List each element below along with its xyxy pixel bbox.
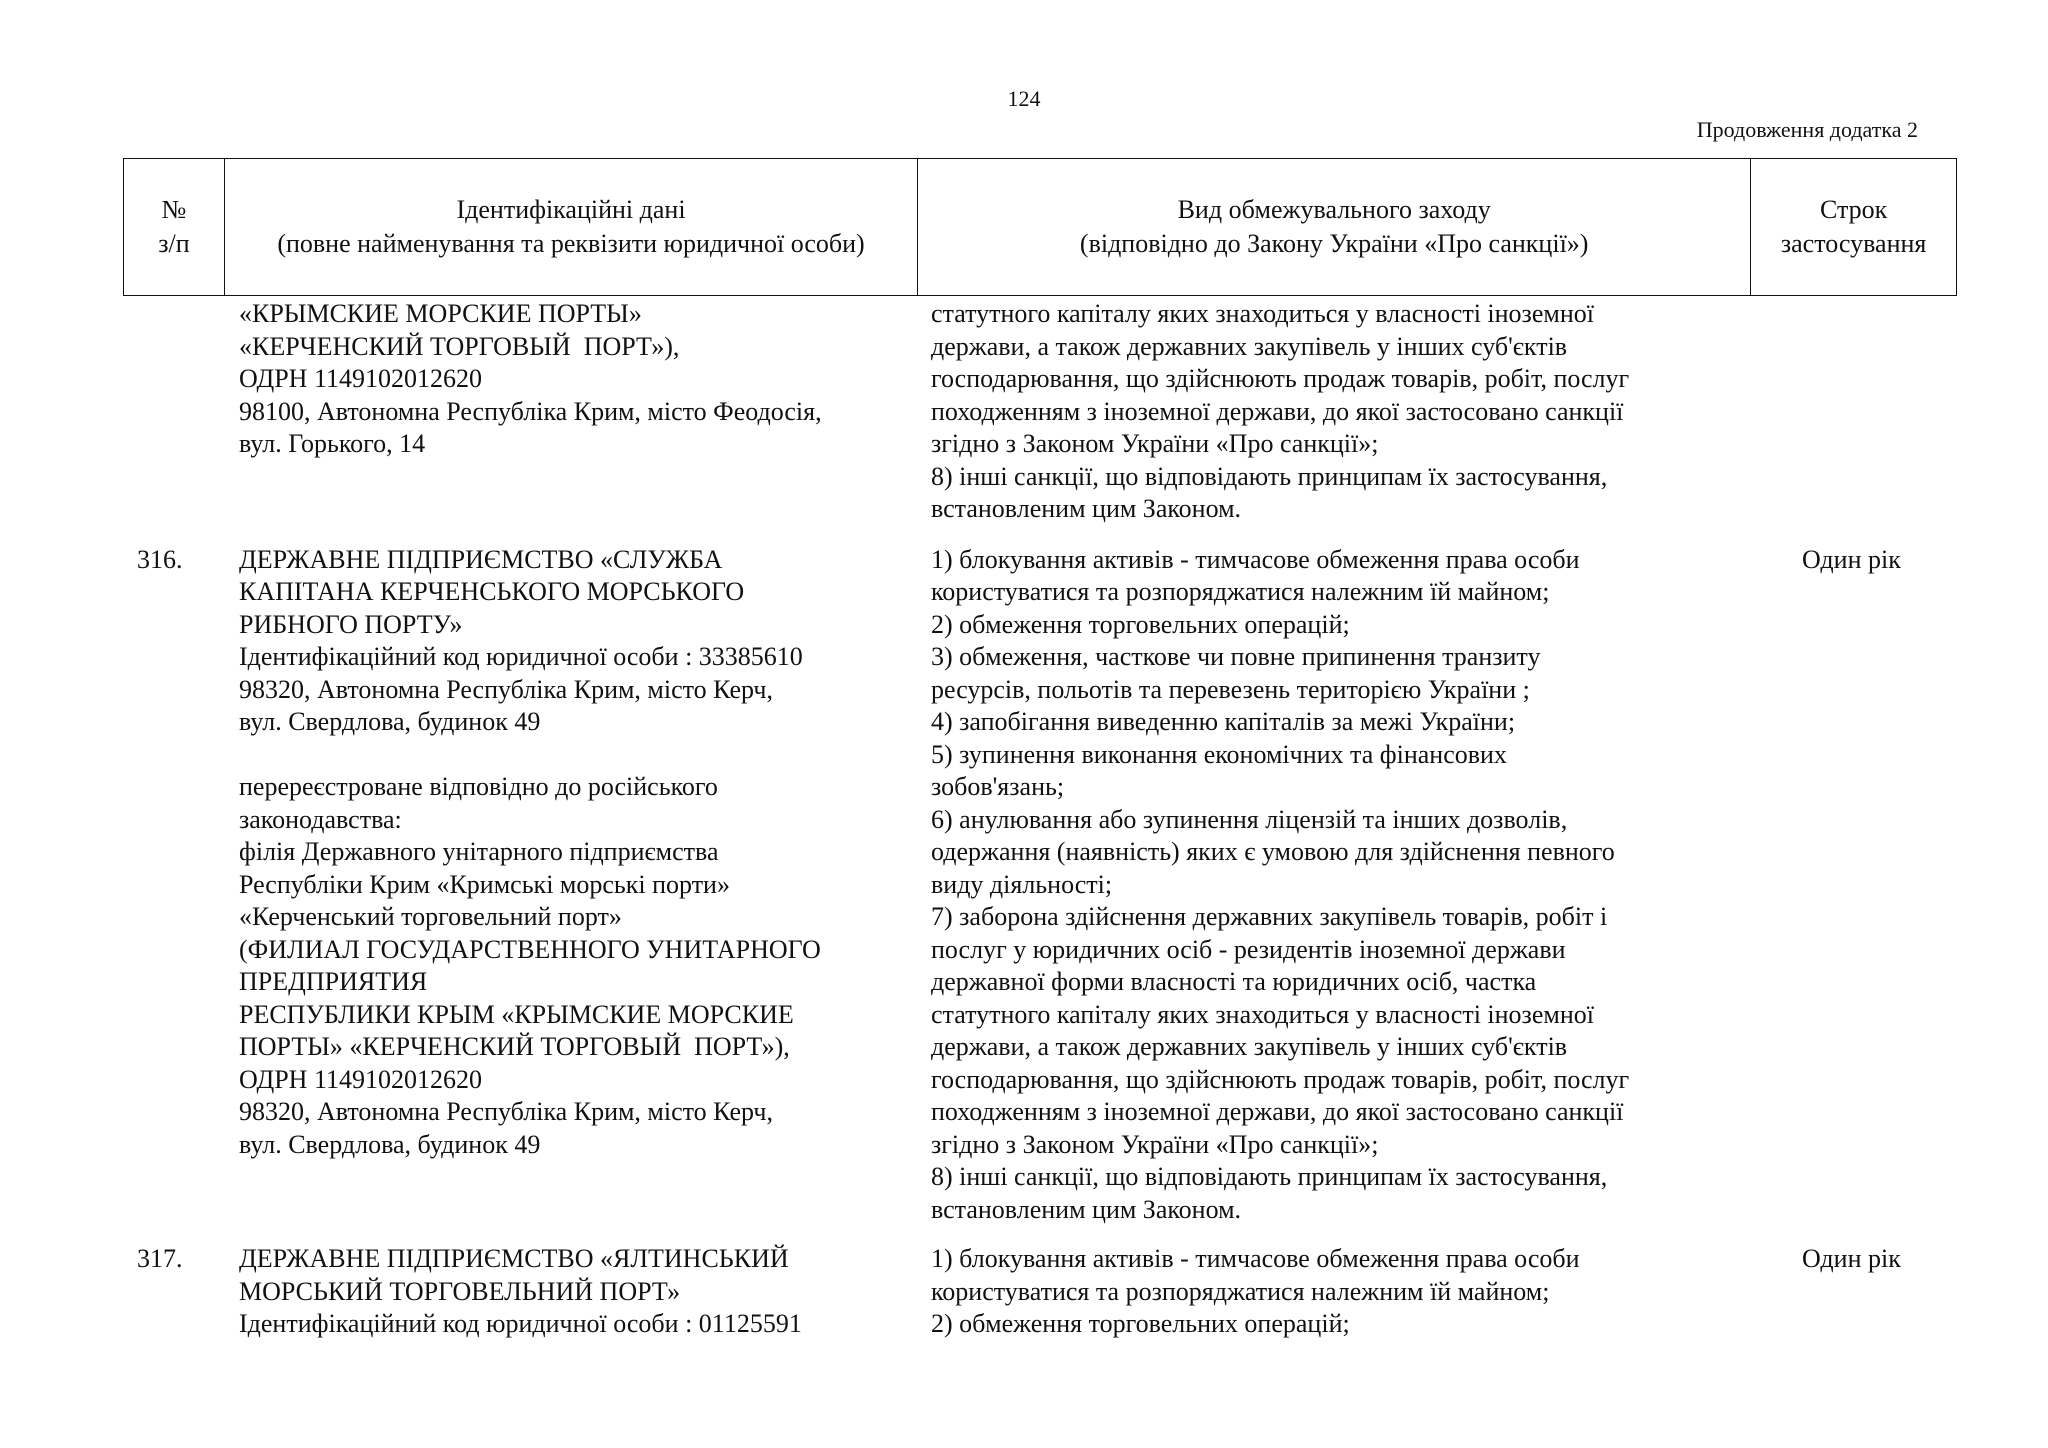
identification-line: РИБНОГО ПОРТУ» [239,609,463,639]
identification-line: ДЕРЖАВНЕ ПІДПРИЄМСТВО «СЛУЖБА [239,544,723,574]
measure-line: господарювання, що здійснюють продаж товарів, робіт, послуг [931,1064,1630,1094]
measure-line: походженням з іноземної держави, до якої застосовано санкції [931,396,1624,426]
table-row [123,298,1957,526]
measure-line: 8) інші санкції, що відповідають принципам їх застосування, [931,1162,1608,1191]
identification-line: ДЕРЖАВНЕ ПІДПРИЄМСТВО «ЯЛТИНСЬКИЙ [239,1244,789,1273]
measure-line: послуг у юридичних осіб - резидентів іноземної держави [931,934,1566,964]
identification-line [239,739,918,772]
identification-line: «Керченський торговельний порт» [239,902,622,931]
measure-list [918,1243,1752,1341]
identification-line: (ФИЛИАЛ ГОСУДАРСТВЕННОГО УНИТАРНОГО [239,934,821,964]
identification-line: Ідентифікаційний код юридичної особи : 33385610 [239,642,803,671]
measure-line: 7) заборона здійснення державних закупівель товарів, робіт і [931,902,1608,931]
table-row [123,544,1957,1227]
identification-line: «КЕРЧЕНСКИЙ ТОРГОВЫЙ ПОРТ»), [239,331,680,361]
table-row [123,1243,1957,1341]
table-header [123,158,1957,296]
measure-line: користуватися та розпоряджатися належним їй майном; [931,577,1550,606]
header-term-line-2: застосування [1780,229,1927,258]
identification-line: 98320, Автономна Республіка Крим, місто Керч, [239,674,773,704]
identification-line: вул. Горького, 14 [239,429,426,458]
measure-list [918,544,1752,1227]
application-term: Один рік [1802,544,1901,574]
entity-identification [224,298,918,526]
identification-line: Ідентифікаційний код юридичної особи : 01125591 [239,1309,802,1338]
header-number-cell [124,159,225,295]
measure-line: держави, а також державних закупівель у інших суб'єктів [931,1032,1568,1061]
measure-line: походженням з іноземної держави, до якої застосовано санкції [931,1097,1624,1126]
measure-line: 6) анулювання або зупинення ліцензій та інших дозволів, [931,804,1568,834]
header-measure-type-line-2: (відповідно до Закону України «Про санкції») [1079,229,1589,258]
measure-line: 2) обмеження торговельних операцій; [931,609,1350,639]
measure-line: 3) обмеження, часткове чи повне припинення транзиту [931,642,1541,671]
row-number: 317. [137,1244,183,1273]
measure-list [918,298,1752,526]
identification-line: 98100, Автономна Республіка Крим, місто Феодосія, [239,396,822,426]
identification-line: МОРСЬКИЙ ТОРГОВЕЛЬНИЙ ПОРТ» [239,1276,681,1306]
identification-line: Республіки Крим «Кримські морські порти» [239,869,730,899]
measure-line: державної форми власності та юридичних осіб, частка [931,967,1537,996]
entity-identification [224,1243,918,1341]
header-measure-type-line-1: Вид обмежувального заходу [1177,195,1491,224]
entity-identification [224,544,918,1227]
measure-line: 1) блокування активів - тимчасове обмеження права особи [931,1244,1580,1273]
header-term-cell [1751,159,1956,295]
header-identification-line-1: Ідентифікаційні дані [456,195,686,224]
header-identification-line-2: (повне найменування та реквізити юридичної особи) [277,229,865,258]
measure-line: зобов'язань; [931,772,1065,801]
header-number-line-2: з/п [158,229,190,258]
application-term [1752,298,1957,526]
measure-line: встановленим цим Законом. [931,494,1242,523]
row-number: 316. [137,544,183,574]
header-number-line-1: № [161,195,187,224]
identification-line: ПОРТЫ» «КЕРЧЕНСКИЙ ТОРГОВЫЙ ПОРТ»), [239,1032,790,1061]
measure-line: одержання (наявність) яких є умовою для здійснення певного [931,837,1615,866]
measure-line: виду діяльності; [931,869,1113,899]
header-term-line-1: Строк [1819,195,1888,224]
identification-line: «КРЫМСКИЕ МОРСКИЕ ПОРТЫ» [239,299,642,328]
measure-line: встановленим цим Законом. [931,1194,1242,1224]
measure-line: статутного капіталу яких знаходиться у власності іноземної [931,999,1594,1029]
measure-line: згідно з Законом України «Про санкції»; [931,1129,1379,1159]
measure-line: статутного капіталу яких знаходиться у власності іноземної [931,299,1594,328]
header-identification-cell [225,159,918,295]
identification-line: законодавства: [239,804,402,834]
measure-line: ресурсів, польотів та перевезень територією України ; [931,674,1530,704]
identification-line: вул. Свердлова, будинок 49 [239,707,541,736]
appendix-continuation-label: Продовження додатка 2 [1696,117,1918,142]
identification-line: КАПІТАНА КЕРЧЕНСЬКОГО МОРСЬКОГО [239,577,745,606]
measure-line: 8) інші санкції, що відповідають принципам їх застосування, [931,461,1608,491]
identification-line: 98320, Автономна Республіка Крим, місто Керч, [239,1097,773,1126]
row-number [123,298,224,526]
measure-line: 4) запобігання виведенню капіталів за межі України; [931,707,1516,736]
measure-line: господарювання, що здійснюють продаж товарів, робіт, послуг [931,364,1630,393]
measure-line: 1) блокування активів - тимчасове обмеження права особи [931,544,1580,574]
application-term: Один рік [1802,1244,1901,1273]
measure-line: згідно з Законом України «Про санкції»; [931,429,1379,458]
measure-line: держави, а також державних закупівель у інших суб'єктів [931,331,1568,361]
header-measure-type-cell [918,159,1751,295]
identification-line: філія Державного унітарного підприємства [239,837,719,866]
identification-line: РЕСПУБЛИКИ КРЫМ «КРЫМСКИЕ МОРСКИЕ [239,999,794,1029]
measure-line: користуватися та розпоряджатися належним їй майном; [931,1276,1550,1306]
identification-line: ОДРН 1149102012620 [239,364,482,393]
identification-line: ОДРН 1149102012620 [239,1064,482,1094]
identification-line: ПРЕДПРИЯТИЯ [239,967,428,996]
identification-line: перереєстроване відповідно до російського [239,772,718,801]
measure-line: 2) обмеження торговельних операцій; [931,1309,1350,1338]
table-body [123,296,1957,1341]
identification-line: вул. Свердлова, будинок 49 [239,1129,541,1159]
measure-line: 5) зупинення виконання економічних та фінансових [931,739,1507,769]
page-number: 124 [1007,86,1041,111]
